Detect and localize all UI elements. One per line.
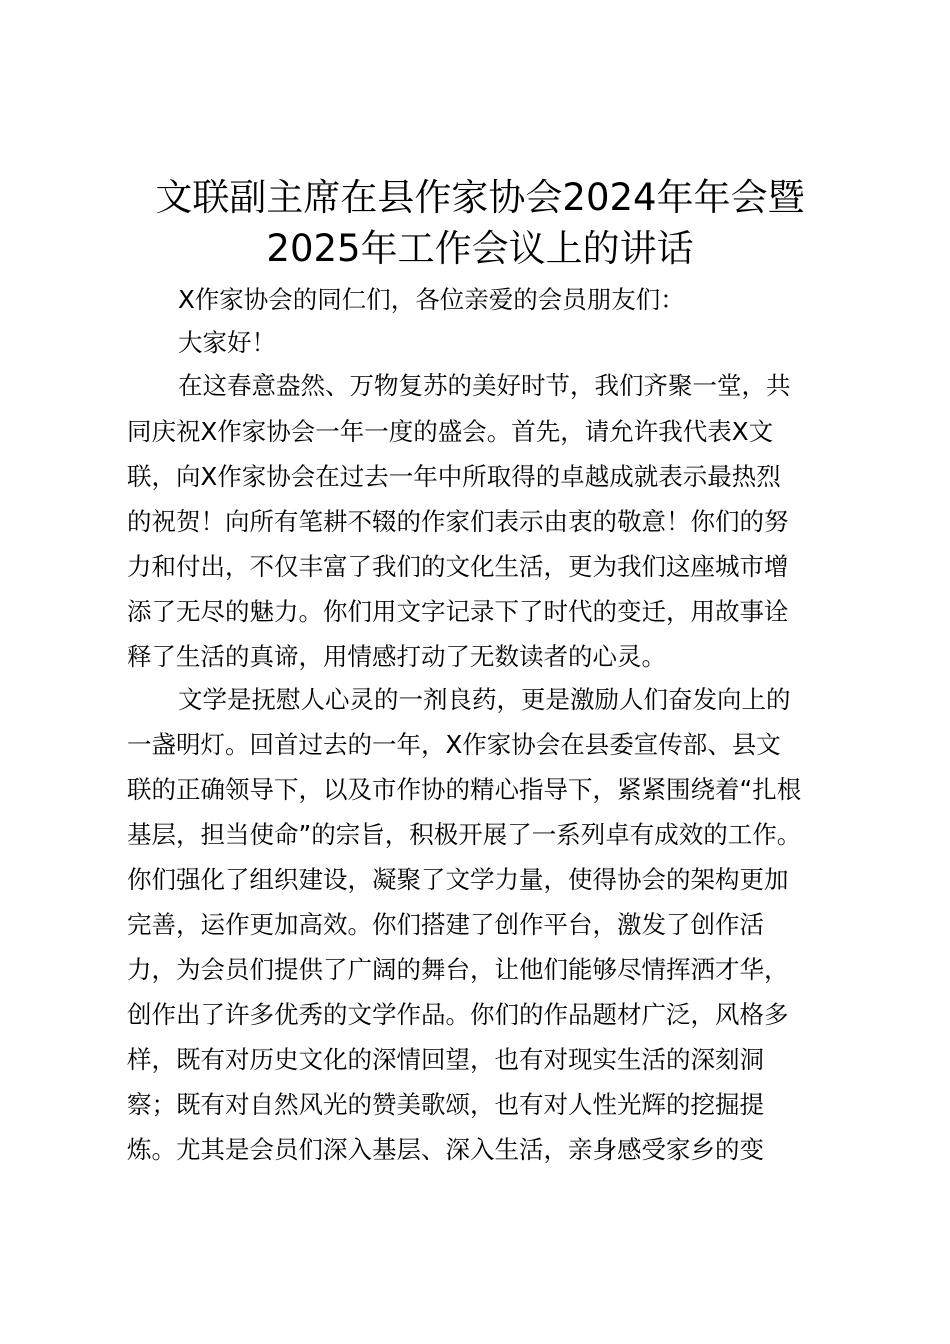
paragraph-2-line: 联的正确领导下，以及市作协的精心指导下，紧紧围绕着“扎根: [127, 775, 802, 804]
paragraph-1-line: 力和付出，不仅丰富了我们的文化生活，更为我们这座城市增: [127, 552, 789, 581]
paragraph-2-line: 察；既有对自然风光的赞美歌颂，也有对人性光辉的挖掘提: [127, 1090, 764, 1119]
paragraph-2-line: 样，既有对历史文化的深情回望，也有对现实生活的深刻洞: [127, 1045, 764, 1074]
paragraph-1-line: 同庆祝X作家协会一年一度的盛会。首先，请允许我代表X文: [127, 417, 774, 446]
salutation: X作家协会的同仁们，各位亲爱的会员朋友们：: [178, 285, 685, 314]
paragraph-2-line: 你们强化了组织建设，凝聚了文学力量，使得协会的架构更加: [127, 865, 789, 894]
document-title-line-2: 2025年工作会议上的讲话: [266, 227, 694, 270]
paragraph-2-line: 基层，担当使命”的宗旨，积极开展了一系列卓有成效的工作。: [127, 820, 802, 849]
paragraph-1-line: 添了无尽的魅力。你们用文字记录下了时代的变迁，用故事诠: [127, 597, 789, 626]
paragraph-1-line: 释了生活的真谛，用情感打动了无数读者的心灵。: [127, 642, 666, 671]
paragraph-2-line: 文学是抚慰人心灵的一剂良药，更是激励人们奋发向上的: [178, 685, 791, 714]
paragraph-1-line: 在这春意盎然、万物复苏的美好时节，我们齐聚一堂，共: [178, 371, 791, 400]
paragraph-2-line: 一盏明灯。回首过去的一年，X作家协会在县委宣传部、县文: [127, 730, 781, 759]
paragraph-2-line: 完善，运作更加高效。你们搭建了创作平台，激发了创作活: [127, 910, 764, 939]
paragraph-1-line: 的祝贺！向所有笔耕不辍的作家们表示由衷的敬意！你们的努: [127, 507, 789, 536]
document-title-line-1: 文联副主席在县作家协会2024年年会暨: [155, 176, 805, 219]
paragraph-2-line: 炼。尤其是会员们深入基层、深入生活，亲身感受家乡的变: [127, 1135, 764, 1164]
paragraph-2-line: 创作出了许多优秀的文学作品。你们的作品题材广泛，风格多: [127, 1000, 789, 1029]
greeting: 大家好！: [178, 328, 276, 357]
paragraph-2-line: 力，为会员们提供了广阔的舞台，让他们能够尽情挥洒才华，: [127, 955, 789, 984]
paragraph-1-line: 联，向X作家协会在过去一年中所取得的卓越成就表示最热烈: [127, 462, 781, 491]
